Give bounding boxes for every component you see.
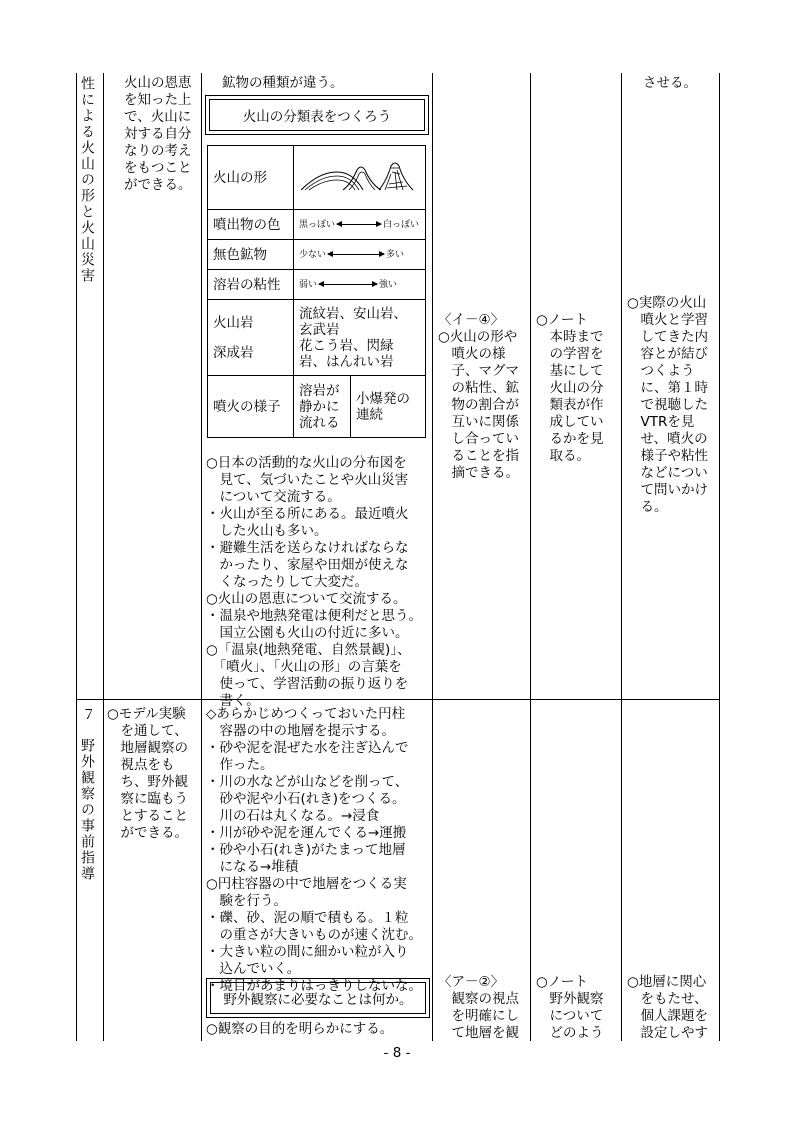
unit-title-top: 性による火山の形と火山災害 (79, 76, 95, 284)
col-line-0 (76, 73, 77, 1041)
eval-method-bottom: ○ノート 野外観察 について どのよう (536, 974, 604, 1041)
volcano-shapes-icon (299, 158, 419, 194)
activity-bottom-last: ○観察の目的を明らかにする。 (206, 1021, 394, 1037)
viscosity-label: 溶岩の粘性 (208, 270, 294, 300)
activity-bottom: ◇あらかじめつくっておいた円柱 容器の中の地層を提示する。 ・砂や泥を混ぜた水を注ぎ込んで 作った。 ・川の水などが山などを削って、 砂や泥や小石(れき)をつくる。 川の石は丸くなる。→浸食 ・川が砂や泥を運んでくる→運搬 ・砂や小石(れき)がたまって地層 になる→堆積 ○円柱容器の中で地層をつくる実 験を行う。 ・礫、砂、泥の順で積もる。１粒 の重さが大きいものが速く沈む。 ・大きい粒の間に細かい粒が入り 込んでいく。 ・境目があまりはっきりしないな。 (206, 706, 422, 994)
plutonic-rock-value: 花こう岩、閃緑岩、はんれい岩 (299, 337, 394, 370)
goal-bottom: ○モデル実験 を通して、 地層観察の 視点をも ち、野外観 察に臨もう とすること ができる。 (107, 706, 188, 841)
color-left: 黒っぽい (299, 219, 336, 230)
support-top-line: させる。 (643, 75, 697, 91)
eval-criteria-top: 〈イ－④〉 ○火山の形や 噴火の様 子、マグマ の粘性、鉱 物の割合が 互いに関係 し合ってい ることを指 摘できる。 (438, 312, 519, 481)
shape-cell (294, 146, 426, 210)
support-top: ○実際の火山 噴火と学習 してきた内 容とが結び つくよう に、第１時 で視聴した VTRを見 せ、噴火の 様子や粘性 などについ て問いかけ る。 (627, 295, 708, 515)
col-line-2 (201, 73, 202, 1041)
support-bottom: ○地層に関心 をもたせ、 個人課題を 設定しやす (627, 974, 708, 1041)
mineral-left: 少ない (299, 249, 327, 260)
double-arrow-icon (319, 284, 377, 285)
volcanic-rock-label: 火山岩 (213, 314, 254, 331)
mineral-right: 多い (386, 249, 405, 260)
eruption-label: 噴火の様子 (208, 376, 294, 438)
unit-title-bottom: 野外観察の事前指導 (79, 738, 95, 882)
eruption-calm: 溶岩が静かに流れる (294, 376, 351, 438)
question-text: 野外観察に必要なことは何か。 (210, 982, 426, 1014)
question-box (206, 978, 430, 1018)
eval-method-top: ○ノート 本時まで の学習を 基にして 火山の分 類表が作 成してい るかを見 取る。 (536, 312, 604, 464)
volcanic-rock-value: 流紋岩、安山岩、玄武岩 (299, 305, 407, 338)
double-arrow-icon (328, 254, 384, 255)
mineral-label: 無色鉱物 (208, 240, 294, 270)
eval-criteria-bottom: 〈ア－②〉 観察の視点 を明確にし て地層を観 (438, 974, 519, 1041)
col-line-4 (530, 73, 531, 1041)
mineral-scale (294, 240, 426, 270)
shape-label: 火山の形 (208, 146, 294, 210)
col-line-6 (719, 73, 720, 1041)
col-line-1 (103, 73, 104, 1041)
activity-top-body: ○日本の活動的な火山の分布図を 見て、気づいたことや火山災害 について交流する。 ・火山が至る所にある。最近噴火 した火山も多い。 ・避難生活を送らなければならな かったり、家屋や田畑が使えな くなったりして大変だ。 ○火山の恩恵について交流する。 ・温泉や地熱発電は便利だと思う。 国立公園も火山の付近に多い。 ○「温泉(地熱発電、自然景観)」、 「噴火」、「火山の形」の言葉を 使って、学習活動の振り返りを 書く。 (206, 455, 422, 709)
double-arrow-icon (337, 224, 381, 225)
activity-top-line: 鉱物の種類が違う。 (222, 75, 344, 91)
eruption-small: 小爆発の連続 (351, 376, 426, 438)
viscosity-right: 強い (379, 279, 398, 290)
color-label: 噴出物の色 (208, 210, 294, 240)
color-right: 白っぽい (383, 219, 420, 230)
classify-title: 火山の分類表をつくろう (209, 99, 425, 131)
classification-table (207, 145, 426, 438)
goal-top: 火山の恩恵を知った上で、火山に対する自分なりの考えをもつことができる。 (124, 75, 192, 193)
viscosity-left: 弱い (299, 279, 318, 290)
unit-number-bottom: ７ (82, 707, 96, 723)
plutonic-rock-label: 深成岩 (213, 344, 254, 361)
classify-title-box (205, 95, 429, 135)
color-scale (294, 210, 426, 240)
page-number: - 8 - (383, 1045, 411, 1061)
viscosity-scale (294, 270, 426, 300)
col-line-3 (432, 73, 433, 1041)
col-line-5 (621, 73, 622, 1041)
